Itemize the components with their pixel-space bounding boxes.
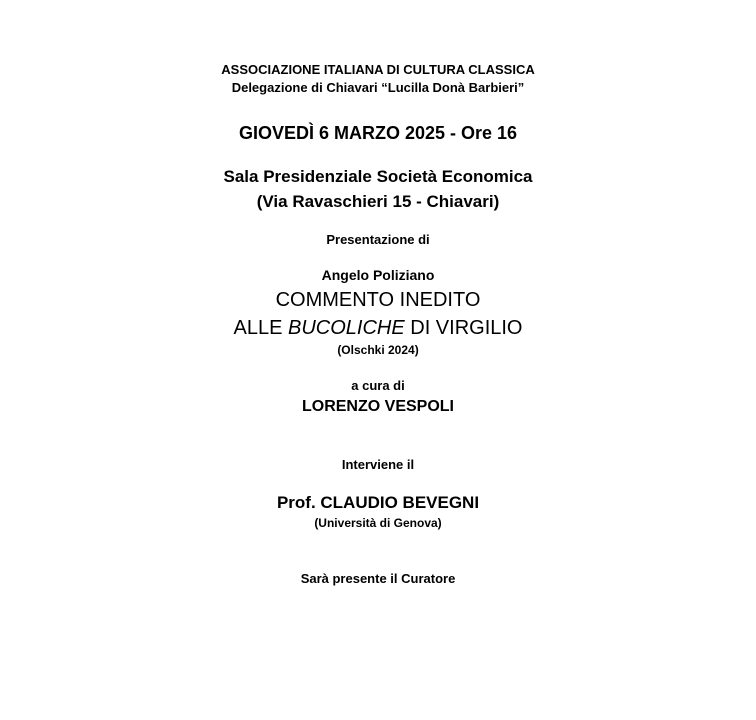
edited-by-label: a cura di xyxy=(351,378,405,393)
speaker-intro: Interviene il xyxy=(341,457,415,472)
speaker-affiliation: (Università di Genova) xyxy=(314,516,442,530)
presentation-intro: Presentazione di xyxy=(326,232,430,247)
delegation-name: Delegazione di Chiavari “Lucilla Donà Barbieri” xyxy=(231,80,525,95)
event-venue: Sala Presidenziale Società Economica xyxy=(223,167,533,186)
event-address: (Via Ravaschieri 15 - Chiavari) xyxy=(256,192,500,211)
book-title-line-1: COMMENTO INEDITO xyxy=(275,289,481,311)
book-title-suffix: DI VIRGILIO xyxy=(404,317,523,339)
book-publisher: (Olschki 2024) xyxy=(337,343,419,357)
event-date-time: GIOVEDÌ 6 MARZO 2025 - Ore 16 xyxy=(238,123,518,143)
book-author: Angelo Poliziano xyxy=(321,267,435,283)
book-editor: LORENZO VESPOLI xyxy=(301,398,454,415)
association-name: ASSOCIAZIONE ITALIANA DI CULTURA CLASSICA xyxy=(221,62,535,77)
speaker-name: Prof. CLAUDIO BEVEGNI xyxy=(276,493,480,512)
book-title-line-2 xyxy=(0,318,756,338)
book-title-prefix: ALLE xyxy=(233,317,288,339)
book-title-italic: BUCOLICHE xyxy=(287,317,405,339)
curator-note: Sarà presente il Curatore xyxy=(300,571,456,586)
